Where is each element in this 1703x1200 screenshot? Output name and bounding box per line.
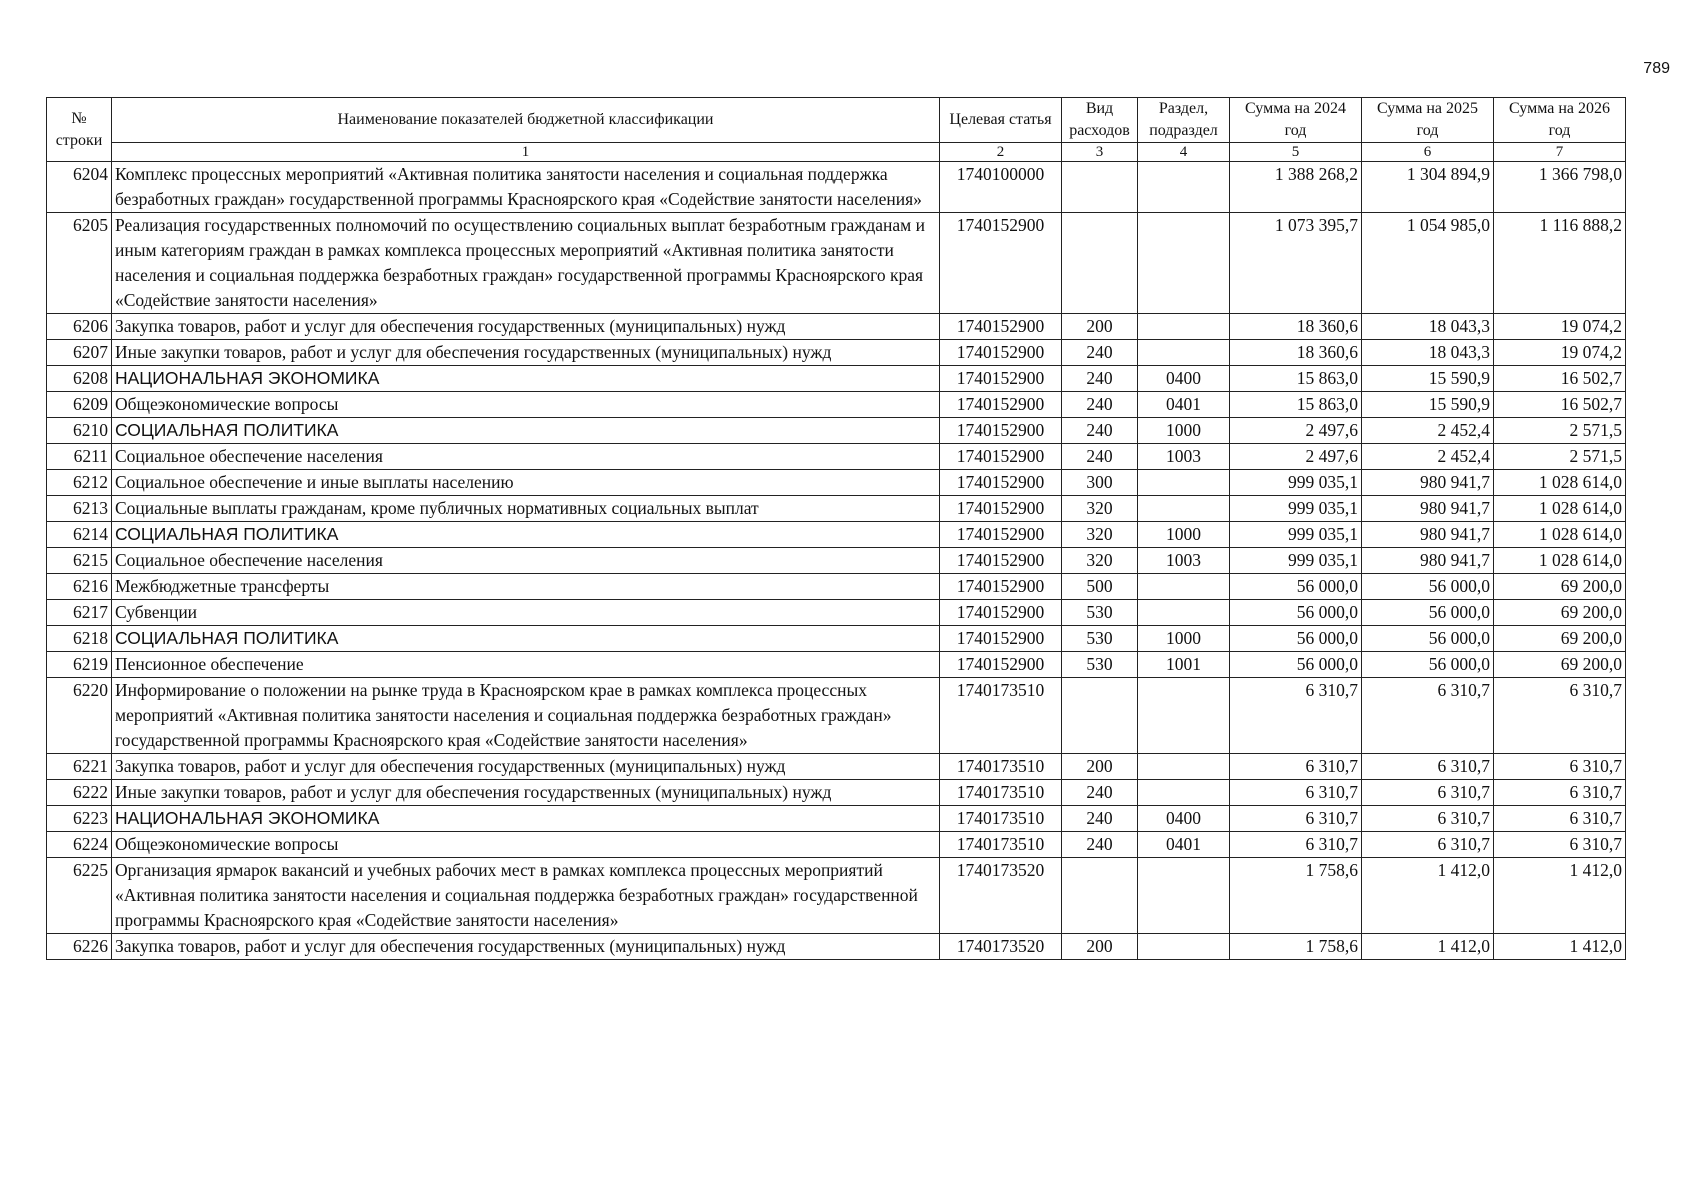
sum-2025: 980 941,7	[1362, 470, 1494, 496]
expense-type: 240	[1062, 340, 1138, 366]
section-code	[1138, 496, 1230, 522]
expense-type: 200	[1062, 934, 1138, 960]
section-title: СОЦИАЛЬНАЯ ПОЛИТИКА	[115, 420, 339, 440]
sum-2025: 56 000,0	[1362, 626, 1494, 652]
indicator-name: Реализация государственных полномочий по осуществлению социальных выплат безработным гражданам и иным категориям граждан в рамках комплекса процессных мероприятий «Активная политика занятости населения и социальная поддержка безработных граждан» государственной программы Красноярского края «Содействие занятости населения»	[112, 213, 940, 314]
indicator-name: Социальное обеспечение и иные выплаты населению	[112, 470, 940, 496]
row-number: 6214	[47, 522, 112, 548]
header-row-number: № строки	[47, 98, 112, 162]
sum-2024: 6 310,7	[1230, 832, 1362, 858]
section-code	[1138, 314, 1230, 340]
sum-2026: 1 028 614,0	[1494, 496, 1626, 522]
column-number: 1	[112, 143, 940, 162]
sum-2025: 15 590,9	[1362, 366, 1494, 392]
sum-2024: 999 035,1	[1230, 496, 1362, 522]
row-number: 6226	[47, 934, 112, 960]
table-row	[47, 652, 1626, 678]
header-sum-2026: Сумма на 2026 год	[1494, 98, 1626, 143]
sum-2025: 1 412,0	[1362, 858, 1494, 934]
sum-2024: 56 000,0	[1230, 574, 1362, 600]
row-number: 6207	[47, 340, 112, 366]
target-article: 1740152900	[940, 418, 1062, 444]
target-article: 1740152900	[940, 366, 1062, 392]
expense-type: 320	[1062, 496, 1138, 522]
section-code	[1138, 678, 1230, 754]
row-number: 6219	[47, 652, 112, 678]
sum-2024: 56 000,0	[1230, 600, 1362, 626]
sum-2024: 56 000,0	[1230, 626, 1362, 652]
sum-2026: 1 028 614,0	[1494, 470, 1626, 496]
table-row	[47, 418, 1626, 444]
section-code	[1138, 574, 1230, 600]
column-number: 6	[1362, 143, 1494, 162]
section-code	[1138, 858, 1230, 934]
section-title: СОЦИАЛЬНАЯ ПОЛИТИКА	[115, 524, 339, 544]
indicator-name: Пенсионное обеспечение	[112, 652, 940, 678]
section-code	[1138, 470, 1230, 496]
row-number: 6213	[47, 496, 112, 522]
column-number: 2	[940, 143, 1062, 162]
target-article: 1740173510	[940, 780, 1062, 806]
sum-2026: 1 028 614,0	[1494, 548, 1626, 574]
sum-2024: 6 310,7	[1230, 754, 1362, 780]
sum-2024: 6 310,7	[1230, 780, 1362, 806]
table-row	[47, 806, 1626, 832]
target-article: 1740152900	[940, 652, 1062, 678]
table-row	[47, 754, 1626, 780]
indicator-name: Иные закупки товаров, работ и услуг для обеспечения государственных (муниципальных) нужд	[112, 780, 940, 806]
target-article: 1740152900	[940, 392, 1062, 418]
section-code: 0401	[1138, 832, 1230, 858]
sum-2026: 69 200,0	[1494, 600, 1626, 626]
expense-type	[1062, 213, 1138, 314]
indicator-name: Организация ярмарок вакансий и учебных рабочих мест в рамках комплекса процессных мероприятий «Активная политика занятости населения и социальная поддержка безработных граждан» государственной программы Красноярского края «Содействие занятости населения»	[112, 858, 940, 934]
sum-2024: 999 035,1	[1230, 470, 1362, 496]
table-row	[47, 678, 1626, 754]
expense-type: 320	[1062, 522, 1138, 548]
column-number: 3	[1062, 143, 1138, 162]
sum-2024: 18 360,6	[1230, 340, 1362, 366]
sum-2025: 980 941,7	[1362, 548, 1494, 574]
table-row	[47, 600, 1626, 626]
sum-2025: 980 941,7	[1362, 522, 1494, 548]
target-article: 1740173510	[940, 678, 1062, 754]
target-article: 1740152900	[940, 213, 1062, 314]
row-number: 6221	[47, 754, 112, 780]
section-code	[1138, 754, 1230, 780]
table-row	[47, 626, 1626, 652]
expense-type	[1062, 678, 1138, 754]
expense-type: 240	[1062, 806, 1138, 832]
target-article: 1740152900	[940, 522, 1062, 548]
row-number: 6216	[47, 574, 112, 600]
row-number: 6204	[47, 162, 112, 213]
indicator-name	[112, 522, 940, 548]
indicator-name: Социальное обеспечение населения	[112, 444, 940, 470]
sum-2024: 18 360,6	[1230, 314, 1362, 340]
section-title: СОЦИАЛЬНАЯ ПОЛИТИКА	[115, 628, 339, 648]
table-row	[47, 832, 1626, 858]
table-row	[47, 314, 1626, 340]
sum-2025: 2 452,4	[1362, 418, 1494, 444]
sum-2024: 1 073 395,7	[1230, 213, 1362, 314]
sum-2025: 18 043,3	[1362, 340, 1494, 366]
header-sum-2025: Сумма на 2025 год	[1362, 98, 1494, 143]
row-number: 6217	[47, 600, 112, 626]
target-article: 1740152900	[940, 470, 1062, 496]
sum-2024: 6 310,7	[1230, 678, 1362, 754]
expense-type: 240	[1062, 444, 1138, 470]
sum-2024: 6 310,7	[1230, 806, 1362, 832]
section-code	[1138, 780, 1230, 806]
indicator-name: Информирование о положении на рынке труда в Красноярском крае в рамках комплекса процессных мероприятий «Активная политика занятости населения и социальная поддержка безработных граждан» государственной программы Красноярского края «Содействие занятости населения»	[112, 678, 940, 754]
section-code	[1138, 162, 1230, 213]
sum-2025: 6 310,7	[1362, 780, 1494, 806]
indicator-name	[112, 418, 940, 444]
section-title: НАЦИОНАЛЬНАЯ ЭКОНОМИКА	[115, 368, 380, 388]
section-code: 0401	[1138, 392, 1230, 418]
expense-type: 240	[1062, 418, 1138, 444]
indicator-name	[112, 366, 940, 392]
column-number-row	[47, 143, 1626, 162]
indicator-name	[112, 806, 940, 832]
indicator-name: Общеэкономические вопросы	[112, 392, 940, 418]
section-code: 0400	[1138, 366, 1230, 392]
section-title: НАЦИОНАЛЬНАЯ ЭКОНОМИКА	[115, 808, 380, 828]
sum-2024: 999 035,1	[1230, 548, 1362, 574]
target-article: 1740173510	[940, 832, 1062, 858]
target-article: 1740152900	[940, 600, 1062, 626]
sum-2026: 2 571,5	[1494, 418, 1626, 444]
sum-2025: 6 310,7	[1362, 832, 1494, 858]
section-code: 1000	[1138, 418, 1230, 444]
section-code	[1138, 934, 1230, 960]
target-article: 1740100000	[940, 162, 1062, 213]
row-number: 6223	[47, 806, 112, 832]
expense-type: 200	[1062, 754, 1138, 780]
expense-type: 320	[1062, 548, 1138, 574]
indicator-name: Комплекс процессных мероприятий «Активная политика занятости населения и социальная поддержка безработных граждан» государственной программы Красноярского края «Содействие занятости населения»	[112, 162, 940, 213]
target-article: 1740152900	[940, 548, 1062, 574]
indicator-name: Закупка товаров, работ и услуг для обеспечения государственных (муниципальных) нужд	[112, 314, 940, 340]
target-article: 1740152900	[940, 626, 1062, 652]
expense-type: 530	[1062, 652, 1138, 678]
sum-2024: 1 388 268,2	[1230, 162, 1362, 213]
expense-type: 500	[1062, 574, 1138, 600]
sum-2026: 69 200,0	[1494, 574, 1626, 600]
indicator-name: Иные закупки товаров, работ и услуг для обеспечения государственных (муниципальных) нужд	[112, 340, 940, 366]
target-article: 1740173510	[940, 806, 1062, 832]
table-row	[47, 392, 1626, 418]
row-number: 6210	[47, 418, 112, 444]
sum-2025: 18 043,3	[1362, 314, 1494, 340]
table-row	[47, 340, 1626, 366]
sum-2026: 6 310,7	[1494, 780, 1626, 806]
sum-2025: 56 000,0	[1362, 652, 1494, 678]
table-row	[47, 548, 1626, 574]
indicator-name: Социальное обеспечение населения	[112, 548, 940, 574]
target-article: 1740152900	[940, 314, 1062, 340]
header-name: Наименование показателей бюджетной классификации	[112, 98, 940, 143]
row-number: 6206	[47, 314, 112, 340]
row-number: 6215	[47, 548, 112, 574]
column-number: 7	[1494, 143, 1626, 162]
section-code	[1138, 600, 1230, 626]
budget-table	[46, 97, 1626, 960]
table-row	[47, 213, 1626, 314]
expense-type: 300	[1062, 470, 1138, 496]
table-row	[47, 780, 1626, 806]
section-code	[1138, 340, 1230, 366]
sum-2025: 15 590,9	[1362, 392, 1494, 418]
target-article: 1740152900	[940, 496, 1062, 522]
table-row	[47, 162, 1626, 213]
expense-type: 240	[1062, 780, 1138, 806]
row-number: 6212	[47, 470, 112, 496]
target-article: 1740173520	[940, 934, 1062, 960]
sum-2025: 1 054 985,0	[1362, 213, 1494, 314]
target-article: 1740152900	[940, 574, 1062, 600]
table-row	[47, 858, 1626, 934]
indicator-name: Закупка товаров, работ и услуг для обеспечения государственных (муниципальных) нужд	[112, 934, 940, 960]
indicator-name: Общеэкономические вопросы	[112, 832, 940, 858]
row-number: 6225	[47, 858, 112, 934]
sum-2026: 6 310,7	[1494, 832, 1626, 858]
table-row	[47, 444, 1626, 470]
table-row	[47, 574, 1626, 600]
section-code: 1001	[1138, 652, 1230, 678]
expense-type: 240	[1062, 392, 1138, 418]
sum-2026: 16 502,7	[1494, 366, 1626, 392]
sum-2025: 6 310,7	[1362, 678, 1494, 754]
indicator-name: Субвенции	[112, 600, 940, 626]
sum-2025: 2 452,4	[1362, 444, 1494, 470]
table-row	[47, 470, 1626, 496]
sum-2026: 2 571,5	[1494, 444, 1626, 470]
row-number: 6220	[47, 678, 112, 754]
sum-2025: 6 310,7	[1362, 806, 1494, 832]
header-row	[47, 98, 1626, 143]
target-article: 1740173510	[940, 754, 1062, 780]
sum-2026: 6 310,7	[1494, 754, 1626, 780]
page-number: 789	[1643, 60, 1670, 77]
sum-2026: 16 502,7	[1494, 392, 1626, 418]
indicator-name	[112, 626, 940, 652]
sum-2024: 2 497,6	[1230, 418, 1362, 444]
row-number: 6224	[47, 832, 112, 858]
row-number: 6209	[47, 392, 112, 418]
expense-type: 530	[1062, 626, 1138, 652]
section-code: 1000	[1138, 522, 1230, 548]
header-target: Целевая статья	[940, 98, 1062, 143]
sum-2026: 69 200,0	[1494, 626, 1626, 652]
sum-2025: 56 000,0	[1362, 574, 1494, 600]
section-code: 0400	[1138, 806, 1230, 832]
sum-2026: 1 412,0	[1494, 934, 1626, 960]
sum-2024: 999 035,1	[1230, 522, 1362, 548]
sum-2025: 1 304 894,9	[1362, 162, 1494, 213]
sum-2026: 1 116 888,2	[1494, 213, 1626, 314]
table-row	[47, 934, 1626, 960]
sum-2026: 69 200,0	[1494, 652, 1626, 678]
sum-2025: 980 941,7	[1362, 496, 1494, 522]
section-code: 1003	[1138, 548, 1230, 574]
indicator-name: Межбюджетные трансферты	[112, 574, 940, 600]
sum-2024: 15 863,0	[1230, 366, 1362, 392]
expense-type	[1062, 162, 1138, 213]
table-row	[47, 496, 1626, 522]
sum-2026: 1 366 798,0	[1494, 162, 1626, 213]
row-number: 6218	[47, 626, 112, 652]
sum-2026: 19 074,2	[1494, 314, 1626, 340]
header-section: Раздел, подраздел	[1138, 98, 1230, 143]
table-row	[47, 522, 1626, 548]
expense-type: 200	[1062, 314, 1138, 340]
expense-type: 530	[1062, 600, 1138, 626]
sum-2025: 56 000,0	[1362, 600, 1494, 626]
column-number: 5	[1230, 143, 1362, 162]
sum-2025: 1 412,0	[1362, 934, 1494, 960]
sum-2024: 1 758,6	[1230, 858, 1362, 934]
row-number: 6222	[47, 780, 112, 806]
target-article: 1740152900	[940, 444, 1062, 470]
sum-2026: 1 028 614,0	[1494, 522, 1626, 548]
sum-2026: 1 412,0	[1494, 858, 1626, 934]
header-expense-type: Вид расходов	[1062, 98, 1138, 143]
header-sum-2024: Сумма на 2024 год	[1230, 98, 1362, 143]
sum-2024: 56 000,0	[1230, 652, 1362, 678]
section-code: 1003	[1138, 444, 1230, 470]
row-number: 6211	[47, 444, 112, 470]
expense-type	[1062, 858, 1138, 934]
section-code	[1138, 213, 1230, 314]
sum-2026: 19 074,2	[1494, 340, 1626, 366]
sum-2024: 1 758,6	[1230, 934, 1362, 960]
row-number: 6205	[47, 213, 112, 314]
sum-2025: 6 310,7	[1362, 754, 1494, 780]
row-number: 6208	[47, 366, 112, 392]
target-article: 1740152900	[940, 340, 1062, 366]
sum-2026: 6 310,7	[1494, 806, 1626, 832]
sum-2024: 2 497,6	[1230, 444, 1362, 470]
sum-2026: 6 310,7	[1494, 678, 1626, 754]
expense-type: 240	[1062, 366, 1138, 392]
expense-type: 240	[1062, 832, 1138, 858]
section-code: 1000	[1138, 626, 1230, 652]
target-article: 1740173520	[940, 858, 1062, 934]
indicator-name: Социальные выплаты гражданам, кроме публичных нормативных социальных выплат	[112, 496, 940, 522]
column-number: 4	[1138, 143, 1230, 162]
indicator-name: Закупка товаров, работ и услуг для обеспечения государственных (муниципальных) нужд	[112, 754, 940, 780]
table-row	[47, 366, 1626, 392]
sum-2024: 15 863,0	[1230, 392, 1362, 418]
